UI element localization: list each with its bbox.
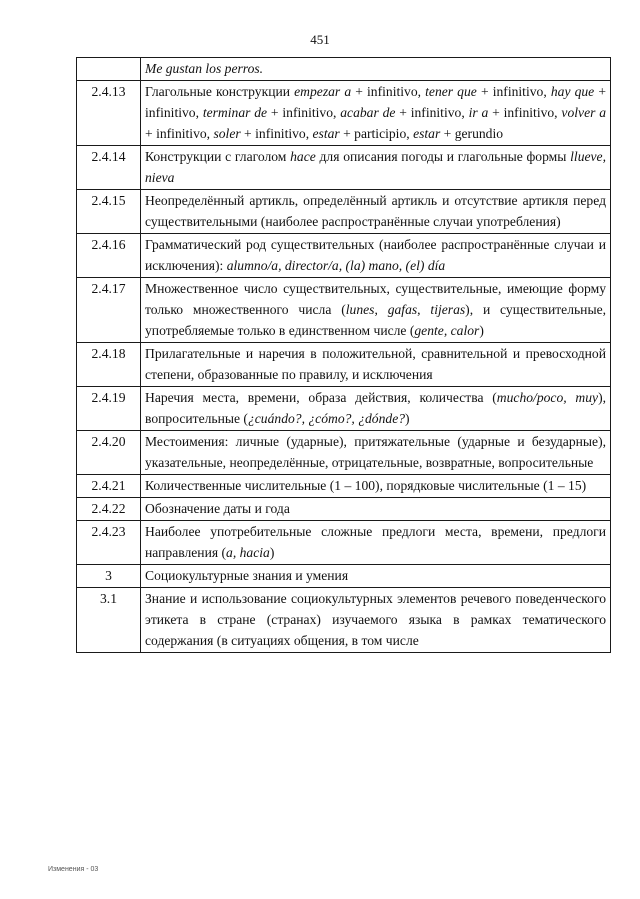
spanish-example: estar (413, 126, 441, 141)
description-text: ) (269, 545, 275, 560)
spanish-example: gafas (387, 302, 418, 317)
section-number: 2.4.16 (77, 234, 141, 278)
spanish-example: lunes (345, 302, 375, 317)
section-description (141, 81, 611, 146)
curriculum-table (76, 57, 611, 653)
section-number: 2.4.14 (77, 146, 141, 190)
section-description (141, 475, 611, 498)
section-number: 2.4.13 (77, 81, 141, 146)
spanish-example: ¿cuándo?, ¿cómo?, ¿dónde? (247, 411, 406, 426)
section-number: 2.4.19 (77, 387, 141, 431)
section-description (141, 521, 611, 565)
description-text: Глагольные конструкции (145, 84, 295, 99)
spanish-example: tener que (425, 84, 477, 99)
description-text: ) (479, 323, 484, 338)
spanish-example: mucho/poco, muy (496, 390, 599, 405)
spanish-example: Me gustan los perros. (145, 61, 264, 76)
spanish-example: soler (213, 126, 241, 141)
description-text: + infinitivo, (240, 126, 313, 141)
section-number: 2.4.23 (77, 521, 141, 565)
table-row (77, 431, 611, 475)
section-description (141, 146, 611, 190)
description-text: Конструкции с глаголом (145, 149, 291, 164)
description-text: + infinitivo, (267, 105, 341, 120)
description-text: для описания погоды и глагольные формы (315, 149, 571, 164)
table-row (77, 81, 611, 146)
description-text: Грамматический род существительных (наиболее распространённые случаи и исключения): (145, 237, 606, 273)
spanish-example: a, hacia (226, 545, 270, 560)
description-text: Множественное число существительных, существительные, имеющие форму только множественного числа ( (145, 281, 606, 317)
section-description (141, 278, 611, 343)
description-text: , (417, 302, 431, 317)
spanish-example: ir a (468, 105, 489, 120)
table-row (77, 278, 611, 343)
table-row (77, 343, 611, 387)
description-text: Прилагательные и наречия в положительной, сравнительной и превосходной степени, образованные по правилу, и исключения (145, 346, 606, 382)
section-number: 2.4.15 (77, 190, 141, 234)
spanish-example: volver a (561, 105, 607, 120)
table-row (77, 498, 611, 521)
spanish-example: acabar de (340, 105, 396, 120)
description-text: + participio, (339, 126, 414, 141)
spanish-example: llueve, nieva (145, 149, 606, 185)
spanish-example: estar (312, 126, 340, 141)
description-text: Наречия места, времени, образа действия, количества ( (145, 390, 497, 405)
description-text: + infinitivo, (145, 126, 214, 141)
table-row (77, 190, 611, 234)
description-text: ) (405, 411, 410, 426)
section-description (141, 431, 611, 475)
table-row (77, 565, 611, 588)
spanish-example: terminar de (202, 105, 268, 120)
spanish-example: hay que (550, 84, 595, 99)
section-number: 2.4.18 (77, 343, 141, 387)
section-number: 3 (77, 565, 141, 588)
description-text: Неопределённый артикль, определённый артикль и отсутствие артикля перед существительными (наиболее распространённые случаи употребления) (145, 193, 606, 229)
description-text: ), вопросительные ( (145, 390, 606, 426)
description-text: + infinitivo, (488, 105, 562, 120)
section-description (141, 498, 611, 521)
description-text: + infinitivo, (395, 105, 469, 120)
description-text: Социокультурные знания и умения (145, 568, 349, 583)
description-text: + infinitivo, (351, 84, 426, 99)
section-number: 3.1 (77, 588, 141, 653)
description-text: Обозначение даты и года (145, 501, 290, 516)
spanish-example: tijeras (430, 302, 466, 317)
description-text: + gerundio (440, 126, 504, 141)
section-description (141, 387, 611, 431)
section-number: 2.4.17 (77, 278, 141, 343)
description-text: Местоимения: личные (ударные), притяжательные (ударные и безударные), указательные, неопределённые, отрицательные, возвратные, вопросительные (145, 434, 606, 470)
description-text: ), и существительные, употребляемые только в единственном числе ( (145, 302, 607, 338)
spanish-example: gente, calor (414, 323, 480, 338)
description-text: Количественные числительные (1 – 100), порядковые числительные (1 – 15) (145, 478, 587, 493)
curriculum-table-body (77, 58, 611, 653)
table-row (77, 387, 611, 431)
description-text: + infinitivo, (145, 84, 607, 120)
spanish-example: hace (290, 149, 316, 164)
table-row (77, 521, 611, 565)
section-description (141, 190, 611, 234)
description-text: + infinitivo, (476, 84, 551, 99)
section-number: 2.4.21 (77, 475, 141, 498)
description-text: Наиболее употребительные сложные предлоги места, времени, предлоги направления ( (145, 524, 606, 560)
description-text: , (374, 302, 388, 317)
section-description (141, 58, 611, 81)
table-row (77, 234, 611, 278)
section-description (141, 234, 611, 278)
footer-revision-note: Изменения - 03 (48, 866, 99, 873)
table-row (77, 58, 611, 81)
spanish-example: empezar a (294, 84, 352, 99)
section-number: 2.4.20 (77, 431, 141, 475)
description-text: Знание и использование социокультурных элементов речевого поведенческого этикета в стране (странах) изучаемого языка в рамках тематического содержания (в ситуациях общения, в том числе (145, 591, 606, 648)
section-number (77, 58, 141, 81)
spanish-example: alumno/a, director/a, (la) mano, (el) día (226, 258, 446, 273)
page-number: 451 (310, 32, 330, 47)
table-row (77, 146, 611, 190)
section-description (141, 565, 611, 588)
table-row (77, 588, 611, 653)
section-number: 2.4.22 (77, 498, 141, 521)
table-row (77, 475, 611, 498)
section-description (141, 588, 611, 653)
section-description (141, 343, 611, 387)
